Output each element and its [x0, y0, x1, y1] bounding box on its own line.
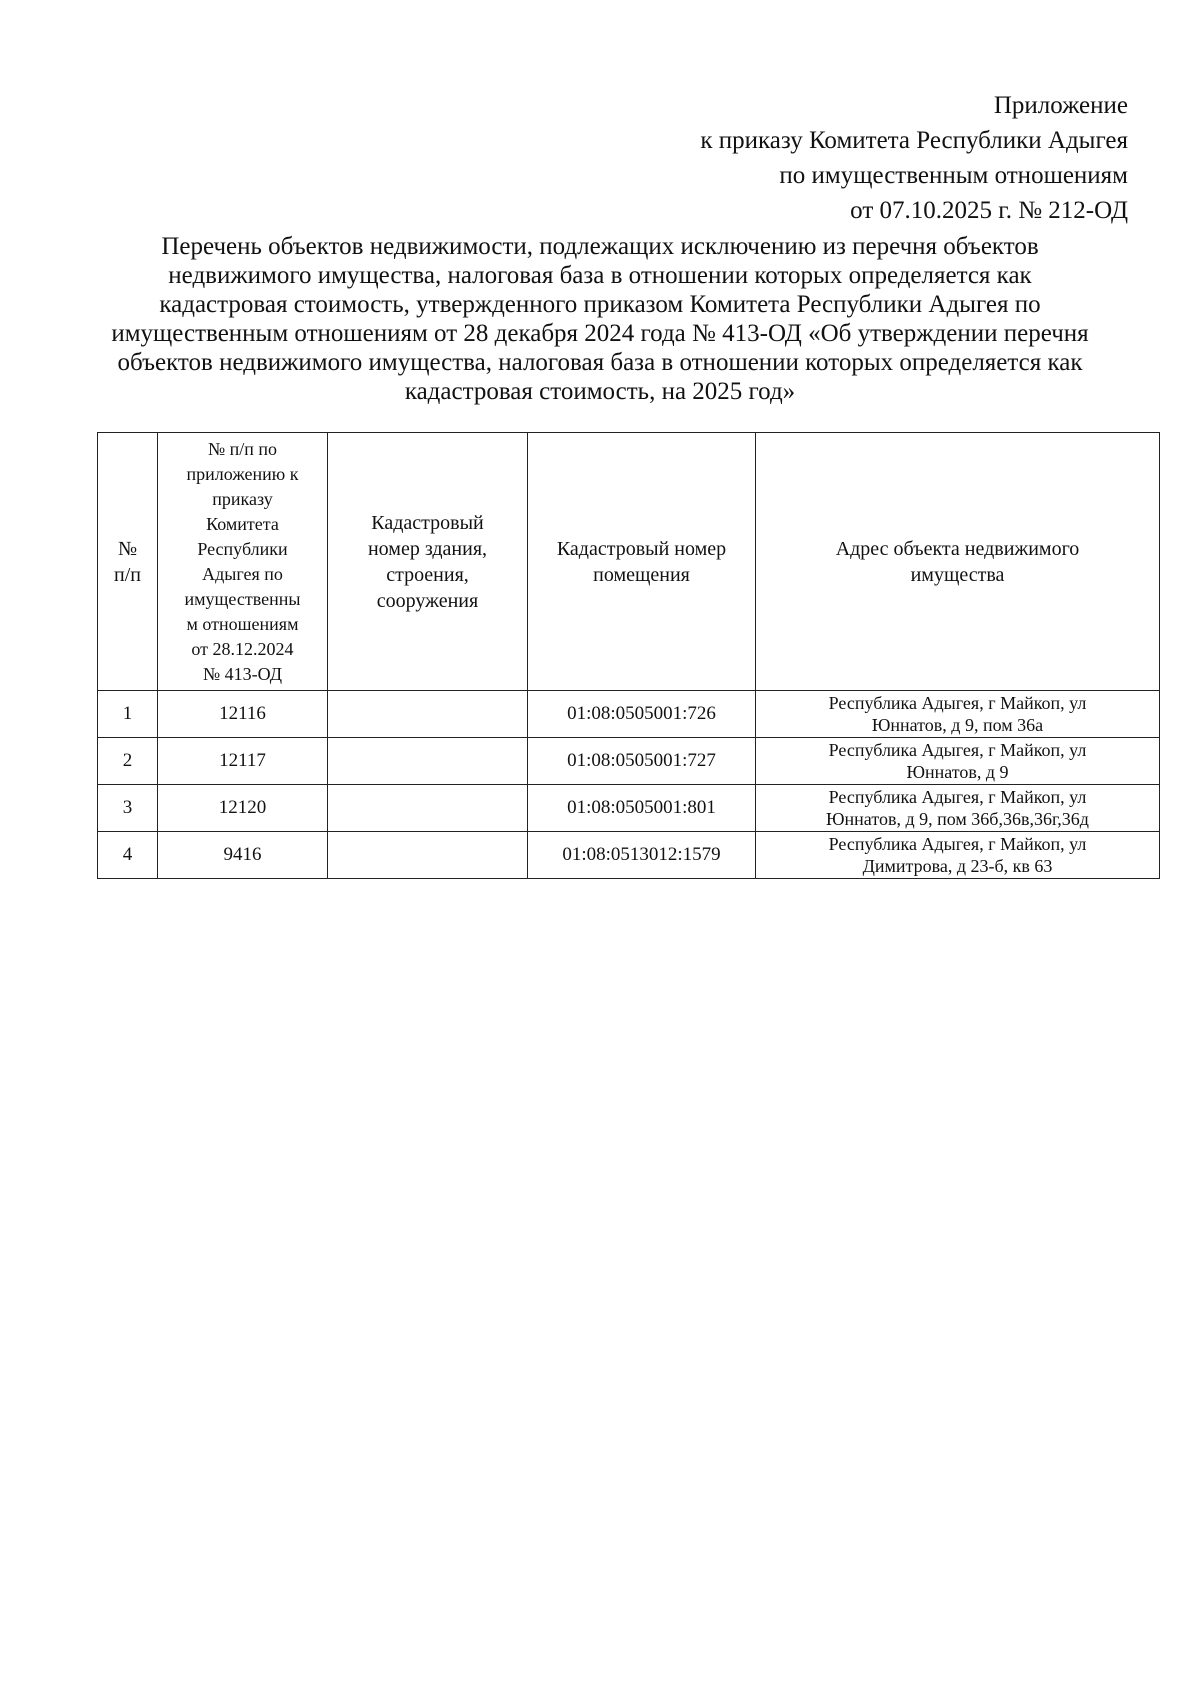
- title-line: объектов недвижимого имущества, налоговая база в отношении которых определяется как: [117, 349, 1083, 376]
- cell-building-cadastral: [328, 691, 528, 738]
- cell-address: Республика Адыгея, г Майкоп, ул Юннатов, д 9, пом 36а: [756, 691, 1160, 738]
- cell-num: 3: [98, 785, 158, 832]
- table-row: [98, 691, 1160, 738]
- cell-appendix-num: 12117: [158, 738, 328, 785]
- table-header-row: [98, 433, 1160, 691]
- header-num: № п/п: [98, 433, 158, 691]
- cell-room-cadastral: 01:08:0513012:1579: [528, 832, 756, 879]
- appendix-line: по имущественным отношениям: [779, 162, 1128, 189]
- appendix-line: Приложение: [993, 92, 1128, 119]
- header-appendix-num: № п/п по приложению к приказу Комитета Республики Адыгея по имущественны м отношениям от 28.12.2024 № 413-ОД: [158, 433, 328, 691]
- cell-building-cadastral: [328, 832, 528, 879]
- cell-room-cadastral: 01:08:0505001:801: [528, 785, 756, 832]
- appendix-line: от 07.10.2025 г. № 212-ОД: [850, 197, 1128, 224]
- title-line: Перечень объектов недвижимости, подлежащих исключению из перечня объектов: [161, 233, 1039, 260]
- table-row: [98, 785, 1160, 832]
- title-line: кадастровая стоимость, на 2025 год»: [404, 378, 796, 405]
- cell-building-cadastral: [328, 785, 528, 832]
- title-line: недвижимого имущества, налоговая база в отношении которых определяется как: [168, 262, 1032, 289]
- table-row: [98, 832, 1160, 879]
- header-room-cadastral: Кадастровый номер помещения: [528, 433, 756, 691]
- table-row: [98, 738, 1160, 785]
- cell-num: 2: [98, 738, 158, 785]
- cell-room-cadastral: 01:08:0505001:726: [528, 691, 756, 738]
- appendix-line: к приказу Комитета Республики Адыгея: [700, 127, 1128, 154]
- objects-table: [97, 432, 1160, 879]
- appendix-header: [428, 88, 1128, 228]
- header-building-cadastral: Кадастровый номер здания, строения, сооружения: [328, 433, 528, 691]
- cell-address: Республика Адыгея, г Майкоп, ул Димитрова, д 23-б, кв 63: [756, 832, 1160, 879]
- cell-building-cadastral: [328, 738, 528, 785]
- cell-appendix-num: 9416: [158, 832, 328, 879]
- document-title: [60, 232, 1140, 406]
- cell-appendix-num: 12116: [158, 691, 328, 738]
- title-line: кадастровая стоимость, утвержденного приказом Комитета Республики Адыгея по: [159, 291, 1041, 318]
- title-line: имущественным отношениям от 28 декабря 2024 года № 413-ОД «Об утверждении перечня: [111, 320, 1089, 347]
- cell-num: 4: [98, 832, 158, 879]
- cell-address: Республика Адыгея, г Майкоп, ул Юннатов, д 9, пом 36б,36в,36г,36д: [756, 785, 1160, 832]
- cell-num: 1: [98, 691, 158, 738]
- cell-address: Республика Адыгея, г Майкоп, ул Юннатов, д 9: [756, 738, 1160, 785]
- cell-room-cadastral: 01:08:0505001:727: [528, 738, 756, 785]
- cell-appendix-num: 12120: [158, 785, 328, 832]
- header-address: Адрес объекта недвижимого имущества: [756, 433, 1160, 691]
